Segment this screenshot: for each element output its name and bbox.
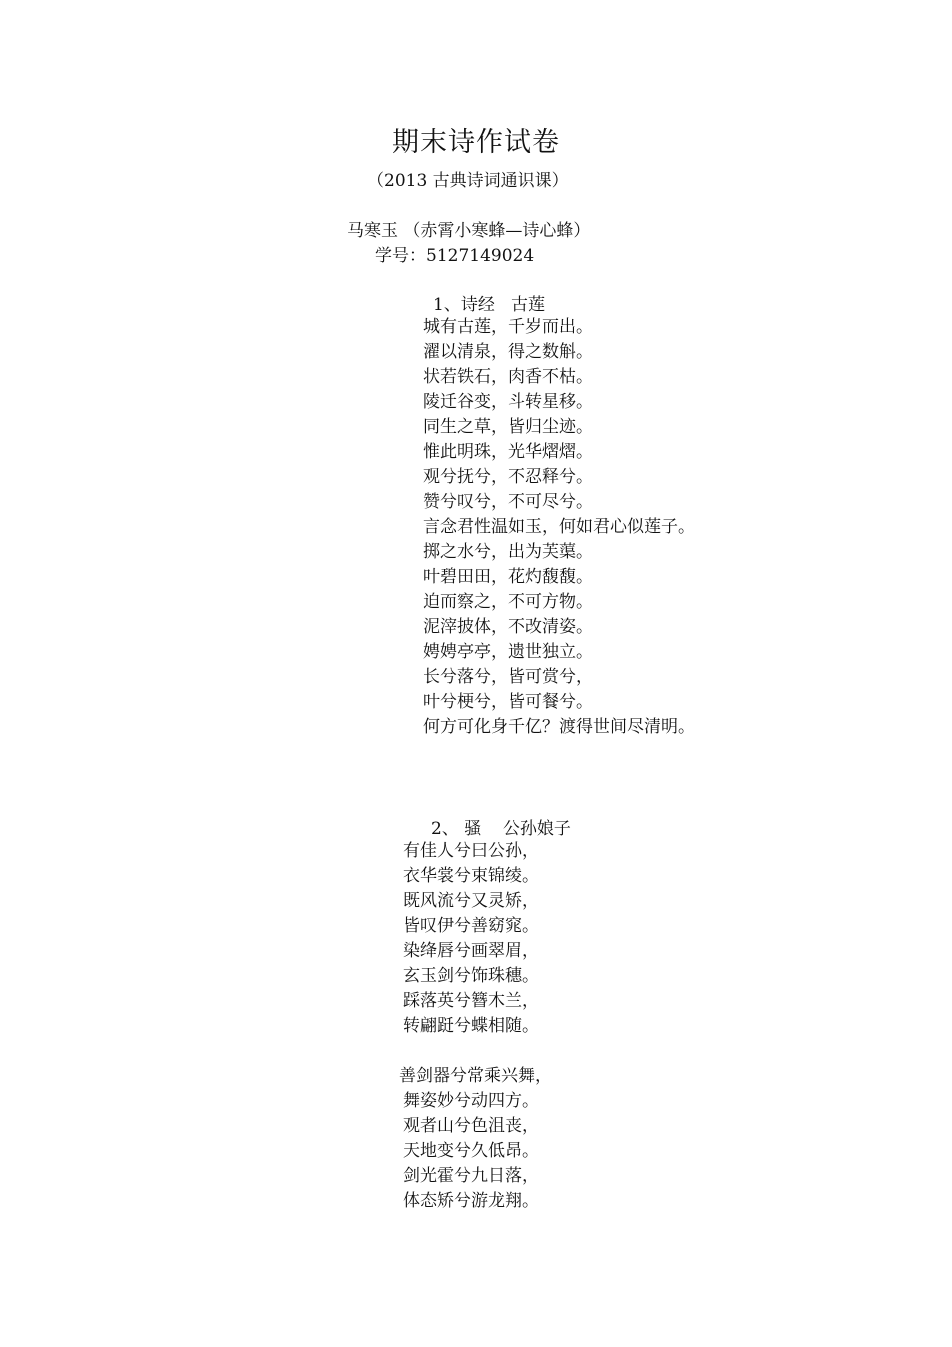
author-line: 马寒玉 （赤霄小寒蜂—诗心蜂） [347, 221, 591, 241]
poem-line: 天地变兮久低昂。 [403, 1141, 539, 1161]
poem-line: 城有古莲，千岁而出。 [423, 317, 593, 337]
poem-line: 赞兮叹兮，不可尽兮。 [423, 492, 593, 512]
poem-line: 泥滓披体，不改清姿。 [423, 617, 593, 637]
poem-line: 衣华裳兮束锦绫。 [403, 866, 539, 886]
poem-2-heading: 2、 骚 公孙娘子 [431, 819, 571, 839]
poem-2-stanza-2 [399, 1064, 552, 1214]
poem-line: 舞姿妙兮动四方。 [403, 1091, 539, 1111]
poem-line: 染绛唇兮画翠眉， [403, 941, 539, 961]
poem-line: 体态矫兮游龙翔。 [403, 1191, 539, 1211]
poem-line: 叶兮梗兮，皆可餐兮。 [423, 692, 593, 712]
poem-line: 状若铁石，肉香不枯。 [423, 367, 593, 387]
poem-line: 玄玉剑兮饰珠穗。 [403, 966, 539, 986]
poem-line: 既风流兮又灵矫， [403, 891, 539, 911]
poem-line: 转翩跹兮蝶相随。 [403, 1016, 539, 1036]
poem-line: 剑光霍兮九日落， [403, 1166, 539, 1186]
poem-line: 长兮落兮，皆可赏兮， [423, 667, 593, 687]
course-subtitle: （2013 古典诗词通识课） [367, 171, 569, 191]
poem-line: 濯以清泉，得之数斛。 [423, 342, 593, 362]
poem-1-lines [423, 315, 695, 740]
poem-2-stanza-1 [403, 839, 539, 1039]
poem-line: 观兮抚兮，不忍释兮。 [423, 467, 593, 487]
poem-line: 同生之草，皆归尘迹。 [423, 417, 593, 437]
poem-line: 有佳人兮曰公孙， [403, 841, 539, 861]
poem-line: 皆叹伊兮善窈窕。 [403, 916, 539, 936]
poem-line: 言念君性温如玉，何如君心似莲子。 [423, 517, 695, 537]
poem-line: 观者山兮色沮丧， [403, 1116, 539, 1136]
poem-line: 善剑器兮常乘兴舞， [399, 1066, 552, 1086]
page-title: 期末诗作试卷 [392, 127, 560, 158]
poem-line: 何方可化身千亿？渡得世间尽清明。 [423, 717, 695, 737]
poem-line: 迫而察之，不可方物。 [423, 592, 593, 612]
poem-line: 掷之水兮，出为芙蕖。 [423, 542, 593, 562]
poem-line: 陵迁谷变，斗转星移。 [423, 392, 593, 412]
student-id-line: 学号：5127149024 [375, 246, 535, 266]
poem-1-heading: 1、诗经 古莲 [433, 295, 546, 315]
poem-line: 娉娉亭亭，遗世独立。 [423, 642, 593, 662]
poem-line: 踩落英兮簪木兰， [403, 991, 539, 1011]
poem-line: 叶碧田田，花灼馥馥。 [423, 567, 593, 587]
poem-line: 惟此明珠，光华熠熠。 [423, 442, 593, 462]
